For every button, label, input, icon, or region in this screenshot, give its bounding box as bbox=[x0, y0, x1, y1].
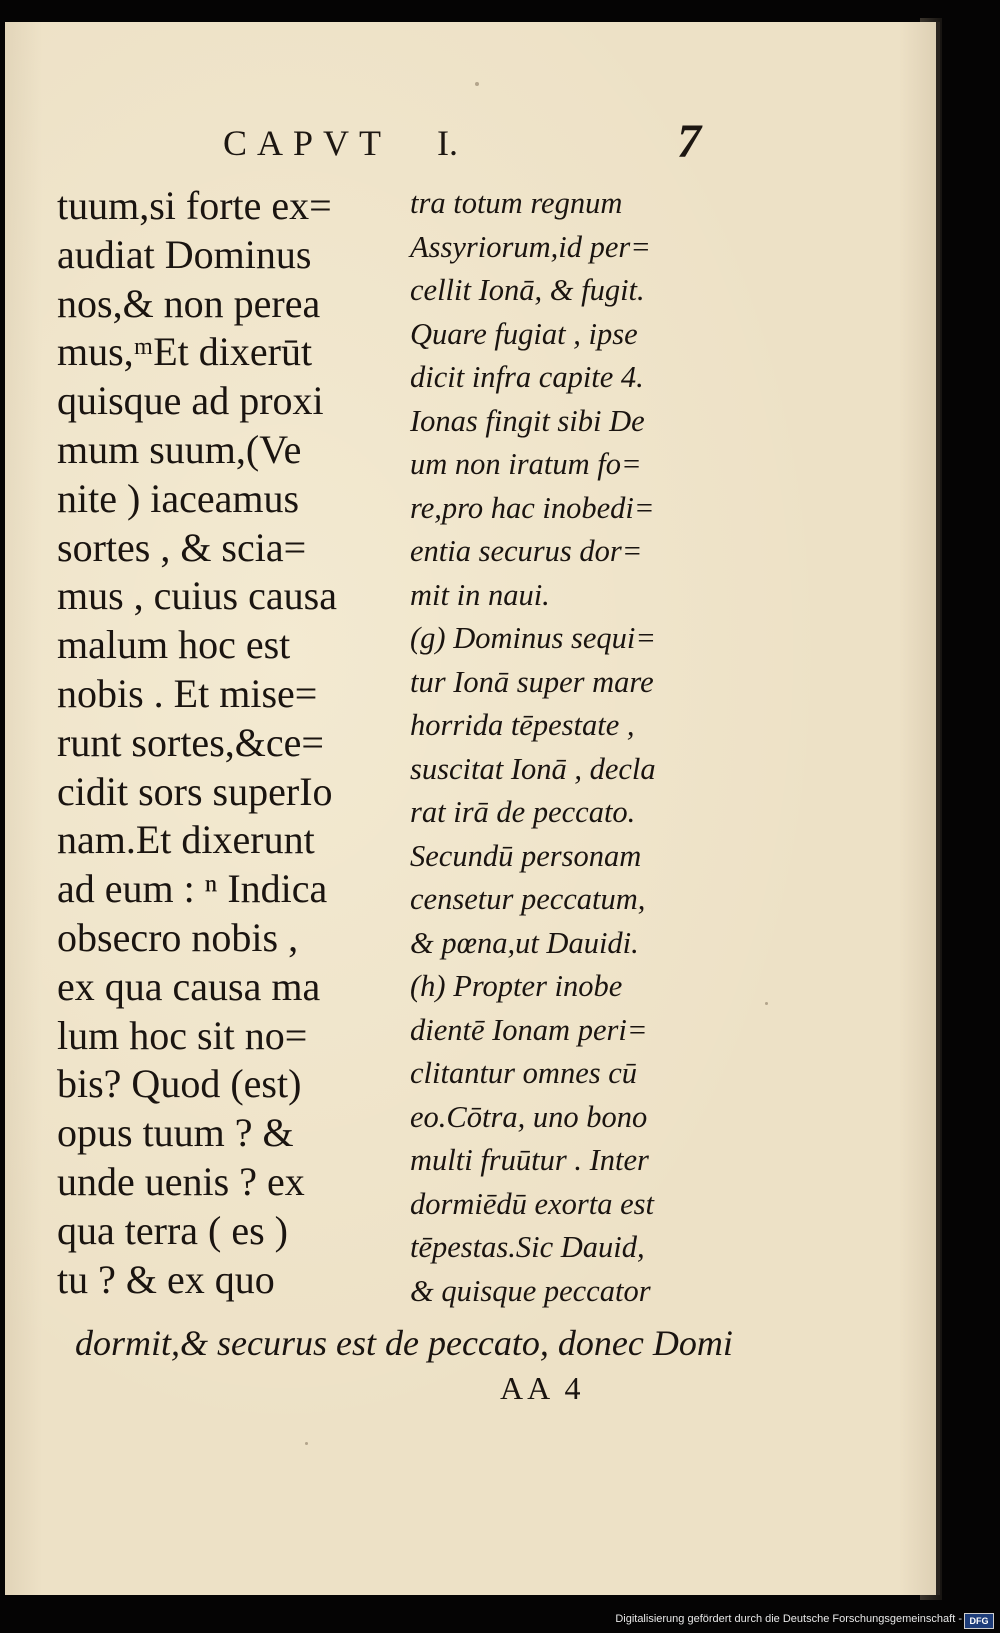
gloss-line: & quisque peccator bbox=[410, 1273, 651, 1308]
main-text-line: bis? Quod (est) bbox=[57, 1061, 302, 1107]
full-width-closing-line: dormit,& securus est de peccato, donec Domi bbox=[75, 1323, 733, 1363]
main-text-line: sortes , & scia= bbox=[57, 524, 307, 570]
gloss-line: Ionas fingit sibi De bbox=[410, 403, 645, 438]
gloss-line: horrida tēpestate , bbox=[410, 708, 635, 742]
gloss-line: censetur peccatum, bbox=[410, 882, 646, 916]
main-text-line: lum hoc sit no= bbox=[57, 1012, 308, 1058]
gloss-line: Secundū personam bbox=[410, 838, 642, 873]
running-head: CAPVT bbox=[223, 123, 392, 163]
gloss-line: tēpestas.Sic Dauid, bbox=[410, 1230, 645, 1264]
main-text-line: nobis . Et mise= bbox=[57, 670, 318, 716]
gloss-line: um non iratum fo= bbox=[410, 447, 642, 481]
gloss-line: tra totum regnum bbox=[410, 186, 623, 220]
signature-mark: AA 4 bbox=[500, 1370, 585, 1406]
chapter-number: I. bbox=[437, 123, 458, 163]
main-text-line: tu ? & ex quo bbox=[57, 1256, 275, 1302]
gloss-line: Quare fugiat , ipse bbox=[410, 316, 638, 351]
main-text-line: nite ) iaceamus bbox=[57, 475, 300, 521]
gloss-line: entia securus dor= bbox=[410, 534, 643, 568]
gloss-line: (h) Propter inobe bbox=[410, 969, 623, 1003]
gloss-line: cellit Ionā, & fugit. bbox=[410, 273, 645, 307]
main-text-line: unde uenis ? ex bbox=[57, 1158, 305, 1204]
main-text-line: audiat Dominus bbox=[57, 231, 312, 277]
main-text-line: runt sortes,&ce= bbox=[57, 719, 324, 765]
main-text-line: mum suum,(Ve bbox=[57, 426, 302, 472]
gloss-line: rat irā de peccato. bbox=[410, 795, 636, 829]
gloss-line: re,pro hac inobedi= bbox=[410, 490, 655, 525]
footer-credit: Digitalisierung gefördert durch die Deutsche Forschungsgemeinschaft - bbox=[615, 1613, 962, 1625]
dfg-logo-icon: DFG bbox=[964, 1613, 994, 1629]
main-text-line: opus tuum ? & bbox=[57, 1110, 294, 1156]
paper-speck bbox=[765, 1002, 768, 1005]
paper-speck bbox=[475, 82, 479, 86]
book-page bbox=[5, 22, 940, 1595]
main-text-line: malum hoc est bbox=[57, 622, 291, 668]
main-text-line: ad eum : ⁿ Indica bbox=[57, 866, 328, 912]
main-text-line: ex qua causa ma bbox=[57, 963, 321, 1009]
gloss-line: & pœna,ut Dauidi. bbox=[410, 925, 639, 960]
page-header bbox=[5, 115, 940, 172]
gloss-line: clitantur omnes cū bbox=[410, 1056, 638, 1090]
paper-speck bbox=[305, 1442, 308, 1445]
gloss-line: Assyriorum,id per= bbox=[410, 229, 651, 264]
gloss-line: dicit infra capite 4. bbox=[410, 360, 644, 394]
gloss-line: multi fruūtur . Inter bbox=[410, 1143, 649, 1177]
gloss-line: dormiēdū exorta est bbox=[410, 1186, 654, 1221]
main-text-column bbox=[57, 182, 387, 1304]
main-text-line: mus,ᵐEt dixerūt bbox=[57, 329, 313, 375]
main-text-line: quisque ad proxi bbox=[57, 378, 324, 424]
gloss-line: suscitat Ionā , decla bbox=[410, 751, 656, 786]
gloss-line: tur Ionā super mare bbox=[410, 664, 654, 699]
gloss-line: eo.Cōtra, uno bono bbox=[410, 1099, 648, 1134]
main-text-line: mus , cuius causa bbox=[57, 573, 337, 619]
main-text-line: obsecro nobis , bbox=[57, 914, 299, 960]
main-text-line: cidit sors superIo bbox=[57, 768, 333, 814]
digitization-footer bbox=[0, 1610, 1000, 1633]
gloss-line: (g) Dominus sequi= bbox=[410, 621, 656, 655]
main-text-line: nam.Et dixerunt bbox=[57, 817, 315, 863]
gloss-column bbox=[410, 182, 700, 1313]
gloss-line: mit in naui. bbox=[410, 577, 550, 612]
main-text-line: nos,& non perea bbox=[57, 280, 321, 326]
gloss-line: dientē Ionam peri= bbox=[410, 1012, 648, 1047]
main-text-line: tuum,si forte ex= bbox=[57, 183, 332, 228]
main-text-line: qua terra ( es ) bbox=[57, 1207, 288, 1253]
folio-number: 7 bbox=[677, 115, 701, 168]
